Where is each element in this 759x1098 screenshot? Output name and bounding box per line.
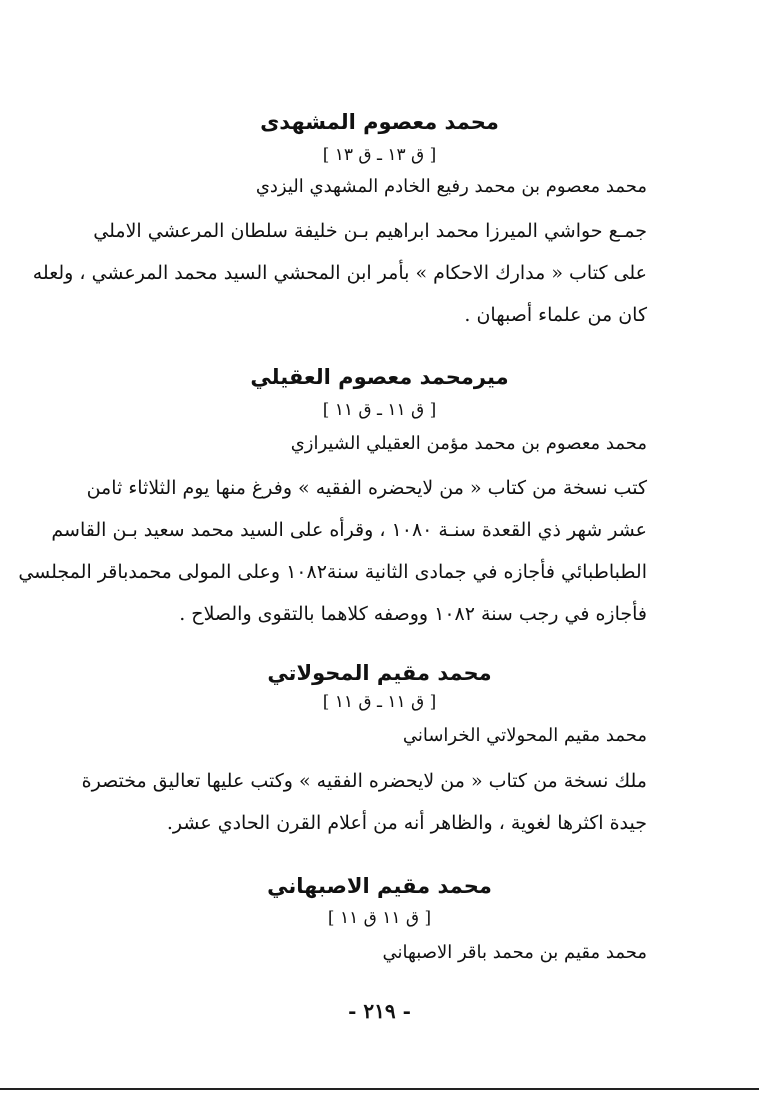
entry-4-dates: [ ق ١١ ق ١١ ]	[327, 908, 432, 928]
entry-3-full-name: محمد مقيم المحولاتي الخراساني	[402, 725, 647, 746]
entry-1-dates: [ ق ١٣ ـ ق ١٣ ]	[322, 145, 437, 165]
entry-3-heading: محمد مقيم المحولاتي	[267, 661, 492, 685]
entry-2-line-4: فأجازه في رجب سنة ١٠٨٢ ووصفه كلاهما بالتقوى والصلاح .	[179, 603, 647, 625]
entry-4-heading: محمد مقيم الاصبهاني	[267, 874, 492, 898]
entry-2-line-2: عشر شهر ذي القعدة سنـة ١٠٨٠ ، وقرأه على السيد محمد سعيد بـن القاسم	[51, 519, 647, 541]
entry-3-line-1: ملك نسخة من كتاب « من لايحضره الفقيه » وكتب عليها تعاليق مختصرة	[81, 770, 647, 792]
entry-1-line-2: على كتاب « مدارك الاحكام » بأمر ابن المحشي السيد محمد المرعشي ، ولعله	[32, 262, 647, 284]
entry-1-heading: محمد معصوم المشهدی	[260, 110, 499, 134]
entry-2-line-3: الطباطبائي فأجازه في جمادى الثانية سنة١٠٨٢ وعلى المولى محمدباقر المجلسي	[18, 561, 647, 583]
entry-3-line-2: جيدة اكثرها لغوية ، والظاهر أنه من أعلام القرن الحادي عشر.	[166, 812, 647, 834]
entry-1-line-1: جمـع حواشي الميرزا محمد ابراهيم بـن خليفة سلطان المرعشي الاملي	[93, 220, 647, 242]
entry-1-line-3: كان من علماء أصبهان .	[464, 304, 647, 326]
entry-4-full-name: محمد مقيم بن محمد باقر الاصبهاني	[382, 942, 647, 963]
entry-2-heading: ميرمحمد معصوم العقيلي	[250, 365, 509, 389]
entry-2-dates: [ ق ١١ ـ ق ١١ ]	[322, 400, 437, 420]
entry-2-line-1: كتب نسخة من كتاب « من لايحضره الفقيه » وفرغ منها يوم الثلاثاء ثامن	[86, 477, 647, 499]
page-number: - ٢١٩ -	[348, 999, 411, 1023]
bottom-rule	[0, 1088, 759, 1090]
entry-2-full-name: محمد معصوم بن محمد مؤمن العقيلي الشيرازي	[290, 433, 647, 454]
entry-1-full-name: محمد معصوم بن محمد رفيع الخادم المشهدي اليزدي	[255, 176, 647, 197]
entry-3-dates: [ ق ١١ ـ ق ١١ ]	[322, 692, 437, 712]
